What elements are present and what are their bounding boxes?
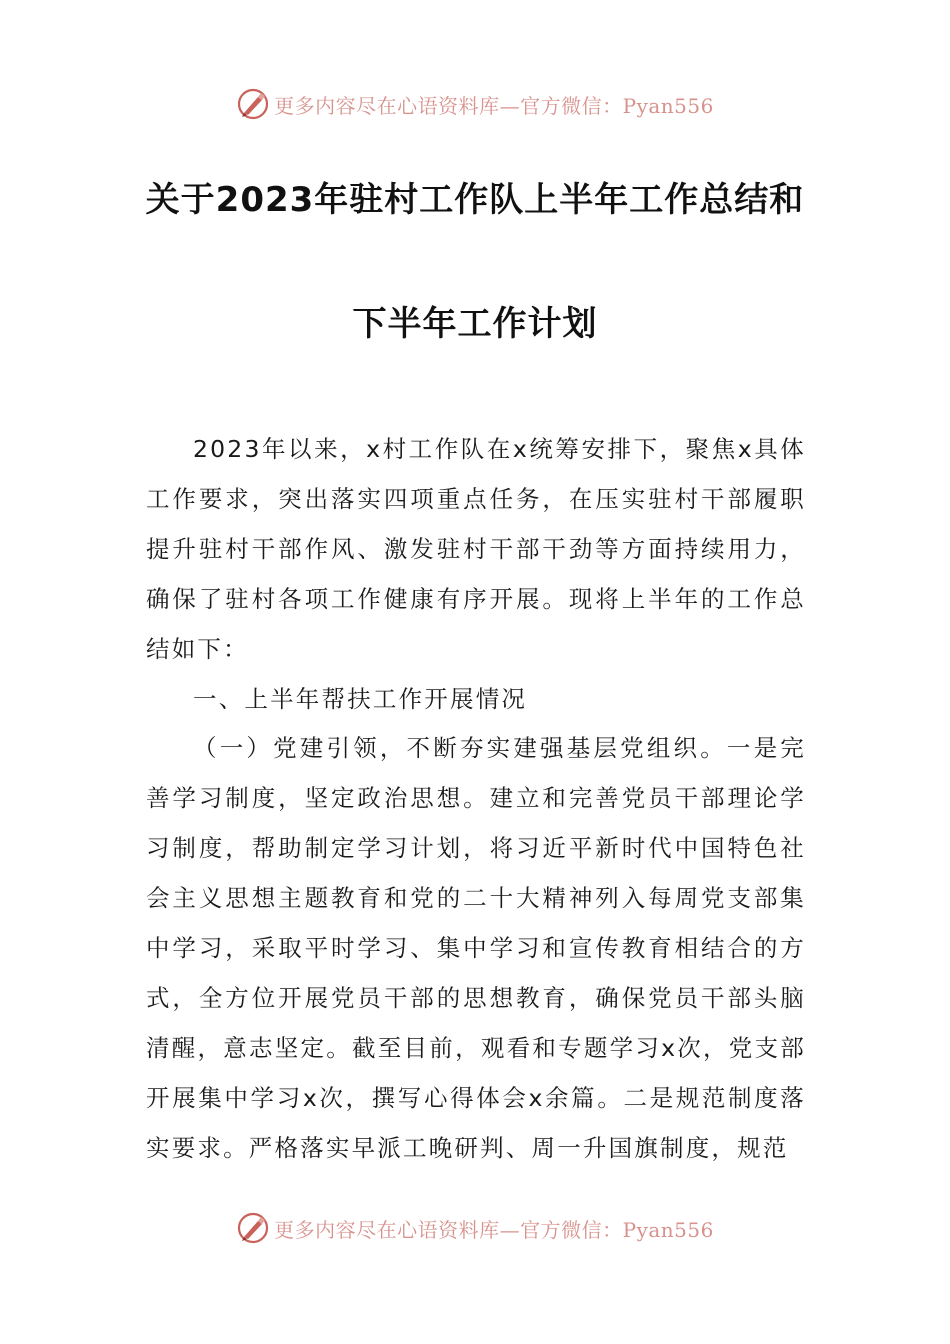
paragraph-party-building: （一）党建引领，不断夯实建强基层党组织。一是完善学习制度，坚定政治思想。建立和完善党员干部理论学习制度，帮助制定学习计划，将习近平新时代中国特色社会主义思想主题教育和党的二十大精神列入每周党支部集中学习，采取平时学习、集中学习和宣传教育相结合的方式，全方位开展党员干部的思想教育，确保党员干部头脑清醒，意志坚定。截至目前，观看和专题学习x次，党支部开展集中学习x次，撰写心得体会x余篇。二是规范制度落实要求。严格落实早派工晚研判、周一升国旗制度，规范 — [146, 734, 806, 1162]
watermark-text: 更多内容尽在心语资料库—官方微信：Pyan556 — [274, 1217, 714, 1242]
watermark-header — [0, 84, 950, 124]
watermark-text: 更多内容尽在心语资料库—官方微信：Pyan556 — [274, 93, 714, 118]
pen-logo-icon — [236, 1211, 270, 1245]
watermark-footer — [0, 1208, 950, 1248]
paragraph-intro: 2023年以来，x村工作队在x统筹安排下，聚焦x具体工作要求，突出落实四项重点任务，在压实驻村干部履职提升驻村干部作风、激发驻村干部干劲等方面持续用力，确保了驻村各项工作健康有序开展。现将上半年的工作总结如下： — [146, 435, 806, 663]
document-body — [146, 425, 806, 1174]
document-title-line-2: 下半年工作计划 — [352, 304, 598, 344]
pen-logo-icon — [236, 87, 270, 121]
section-heading-1: 一、上半年帮扶工作开展情况 — [193, 684, 528, 713]
document-title-line-1: 关于2023年驻村工作队上半年工作总结和 — [145, 180, 805, 220]
